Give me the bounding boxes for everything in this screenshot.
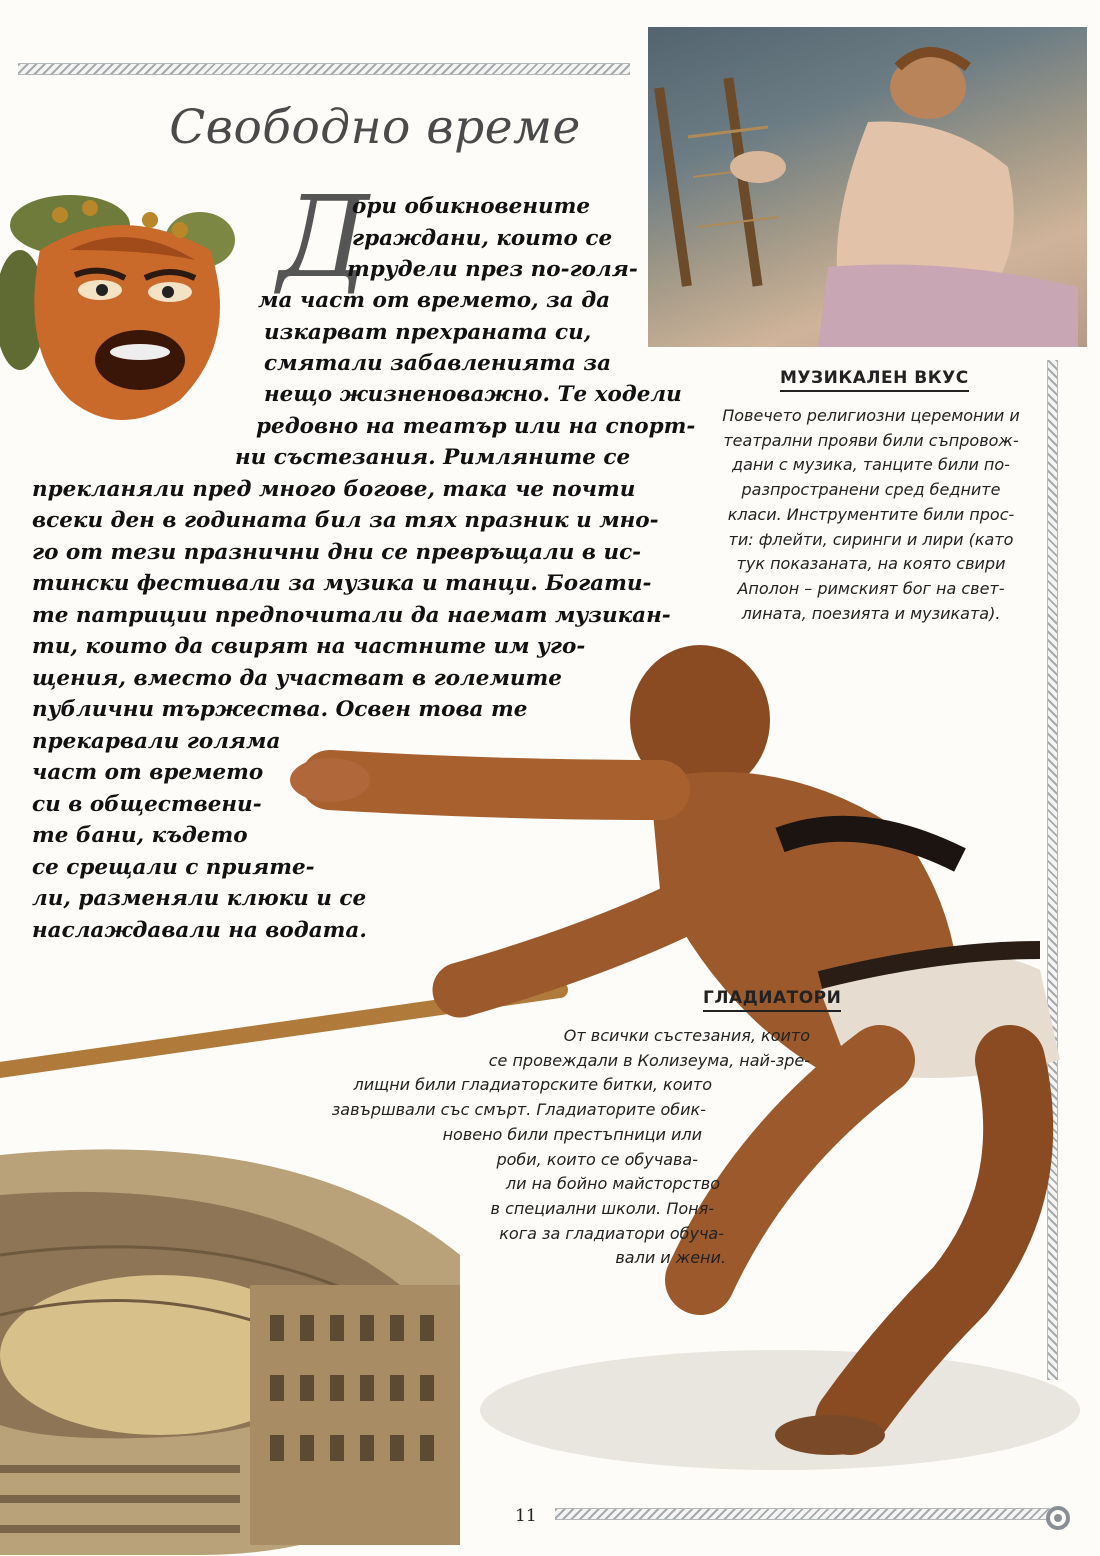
body-line: ма част от времето, за да (258, 288, 611, 313)
body-line: щения, вместо да участват в големите (32, 666, 562, 691)
gladiator-caption-line: кога за гладиатори обуча- (499, 1223, 724, 1243)
music-caption-line: лината, поезията и музиката). (741, 603, 1001, 623)
music-caption-line: ти: флейти, сиринги и лири (като (728, 529, 1014, 549)
music-caption-line: дани с музика, танците били по- (732, 455, 1010, 475)
gladiator-caption-line: роби, които се обучава- (496, 1149, 698, 1169)
music-caption-line: тук показаната, на която свири (736, 554, 1006, 574)
gladiator-caption-body (300, 1024, 810, 1271)
body-line: част от времето (32, 760, 264, 785)
gladiator-caption-line: вали и жени. (615, 1248, 726, 1268)
body-line: ли, разменяли клюки и се (32, 886, 367, 911)
gladiator-caption-line: От всички състезания, които (563, 1026, 810, 1045)
body-line: граждани, които се (352, 226, 613, 251)
body-line: ни състезания. Римляните се (235, 445, 631, 470)
body-line: наслаждавали на водата. (32, 918, 367, 943)
body-line: редовно на театър или на спорт- (256, 414, 696, 439)
page-number: 11 (515, 1506, 537, 1526)
body-line: си в обществени- (32, 792, 262, 817)
body-line: го от тези празнични дни се превръщали в ис- (32, 540, 642, 565)
music-caption-line: класи. Инструментите били прос- (727, 504, 1015, 524)
body-line: прекарвали голяма (32, 729, 281, 754)
top-rope-border (18, 63, 630, 75)
gladiator-caption-line: ли на бойно майсторство (505, 1174, 720, 1194)
body-line: те бани, където (32, 823, 248, 848)
body-line: ори обикновените (352, 194, 591, 219)
body-line: изкарват прехраната си, (264, 320, 592, 345)
body-line: трудели през по-голя- (347, 257, 638, 282)
music-caption-line: Аполон – римският бог на свет- (737, 578, 1005, 598)
theatre-mask-image (0, 180, 250, 450)
body-line: те патриции предпочитали да наемат музикан- (32, 603, 671, 628)
body-line: се срещали с прияте- (32, 855, 315, 880)
body-line: прекланяли пред много богове, така че почти (32, 477, 636, 502)
gladiator-caption-heading: ГЛАДИАТОРИ (703, 988, 841, 1012)
body-line: публични тържества. Освен това те (32, 697, 528, 722)
music-caption-body (716, 404, 1026, 626)
drop-cap: Д (278, 173, 370, 303)
music-caption-line: разпространени сред бедните (741, 480, 1001, 500)
gladiator-caption-line: завършвали със смърт. Гладиаторите обик- (331, 1100, 706, 1120)
gladiator-caption-line: новено били престъпници или (442, 1124, 702, 1144)
body-line: ти, които да свирят на частните им уго- (32, 634, 586, 659)
page-title: Свободно време (169, 100, 581, 155)
gladiator-caption-line: в специални школи. Поня- (490, 1198, 714, 1218)
gladiator-caption-line: се провеждали в Колизеума, най-зре- (488, 1050, 810, 1070)
body-line: смятали забавленията за (264, 351, 612, 376)
music-caption-line: Повечето религиозни церемонии и (722, 406, 1020, 425)
body-line: тински фестивали за музика и танци. Богати- (32, 571, 652, 596)
gladiator-caption-line: лищни били гладиаторските битки, които (353, 1075, 712, 1095)
body-line: всеки ден в годината бил за тях празник и мно- (32, 508, 659, 533)
body-line: нещо жизненоважно. Те ходели (264, 382, 682, 407)
apollo-fresco-image (648, 27, 1087, 347)
music-caption-line: театрални прояви били съпровож- (723, 430, 1019, 450)
music-caption-heading: МУЗИКАЛЕН ВКУС (780, 368, 969, 392)
